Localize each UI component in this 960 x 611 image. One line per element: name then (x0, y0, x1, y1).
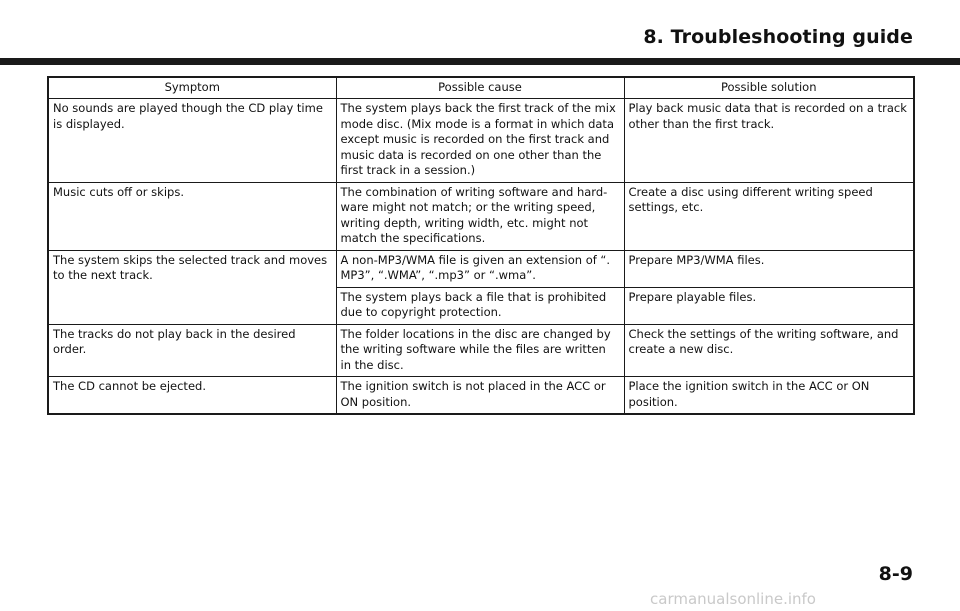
table-row (48, 182, 914, 250)
symptom-cell: The system skips the selected track and moves to the next track. (48, 250, 336, 324)
solution-cell: Prepare MP3/WMA files. (624, 250, 914, 287)
chapter-title: 8. Troubleshooting guide (643, 26, 913, 48)
cause-cell: The system plays back the first track of the mix mode disc. (Mix mode is a format in which data except music is recorded on the first track and music data is recorded on one other than the first track in a session.) (336, 99, 624, 183)
column-header-symptom: Symptom (48, 77, 336, 99)
cause-cell: The combination of writing software and hard-ware might not match; or the writing speed, writing depth, writing width, etc. might not match the specifications. (336, 182, 624, 250)
page-number: 8-9 (878, 563, 913, 585)
table-header-row (48, 77, 914, 99)
solution-cell: Prepare playable files. (624, 287, 914, 324)
table-row (48, 324, 914, 377)
solution-cell: Check the settings of the writing software, and create a new disc. (624, 324, 914, 377)
column-header-solution: Possible solution (624, 77, 914, 99)
header-rule (0, 58, 960, 65)
solution-cell: Create a disc using different writing speed settings, etc. (624, 182, 914, 250)
cause-cell: A non-MP3/WMA file is given an extension of “. MP3”, “.WMA”, “.mp3” or “.wma”. (336, 250, 624, 287)
table-row (48, 377, 914, 415)
solution-cell: Play back music data that is recorded on a track other than the first track. (624, 99, 914, 183)
symptom-cell: The tracks do not play back in the desired order. (48, 324, 336, 377)
troubleshooting-table (47, 76, 915, 415)
symptom-cell: Music cuts off or skips. (48, 182, 336, 250)
column-header-cause: Possible cause (336, 77, 624, 99)
cause-cell: The ignition switch is not placed in the ACC or ON position. (336, 377, 624, 415)
cause-cell: The folder locations in the disc are changed by the writing software while the files are written in the disc. (336, 324, 624, 377)
cause-cell: The system plays back a file that is prohibited due to copyright protection. (336, 287, 624, 324)
table-row (48, 99, 914, 183)
watermark: carmanualsonline.info (650, 590, 816, 608)
symptom-cell: No sounds are played though the CD play time is displayed. (48, 99, 336, 183)
table-row (48, 250, 914, 287)
solution-cell: Place the ignition switch in the ACC or ON position. (624, 377, 914, 415)
symptom-cell: The CD cannot be ejected. (48, 377, 336, 415)
